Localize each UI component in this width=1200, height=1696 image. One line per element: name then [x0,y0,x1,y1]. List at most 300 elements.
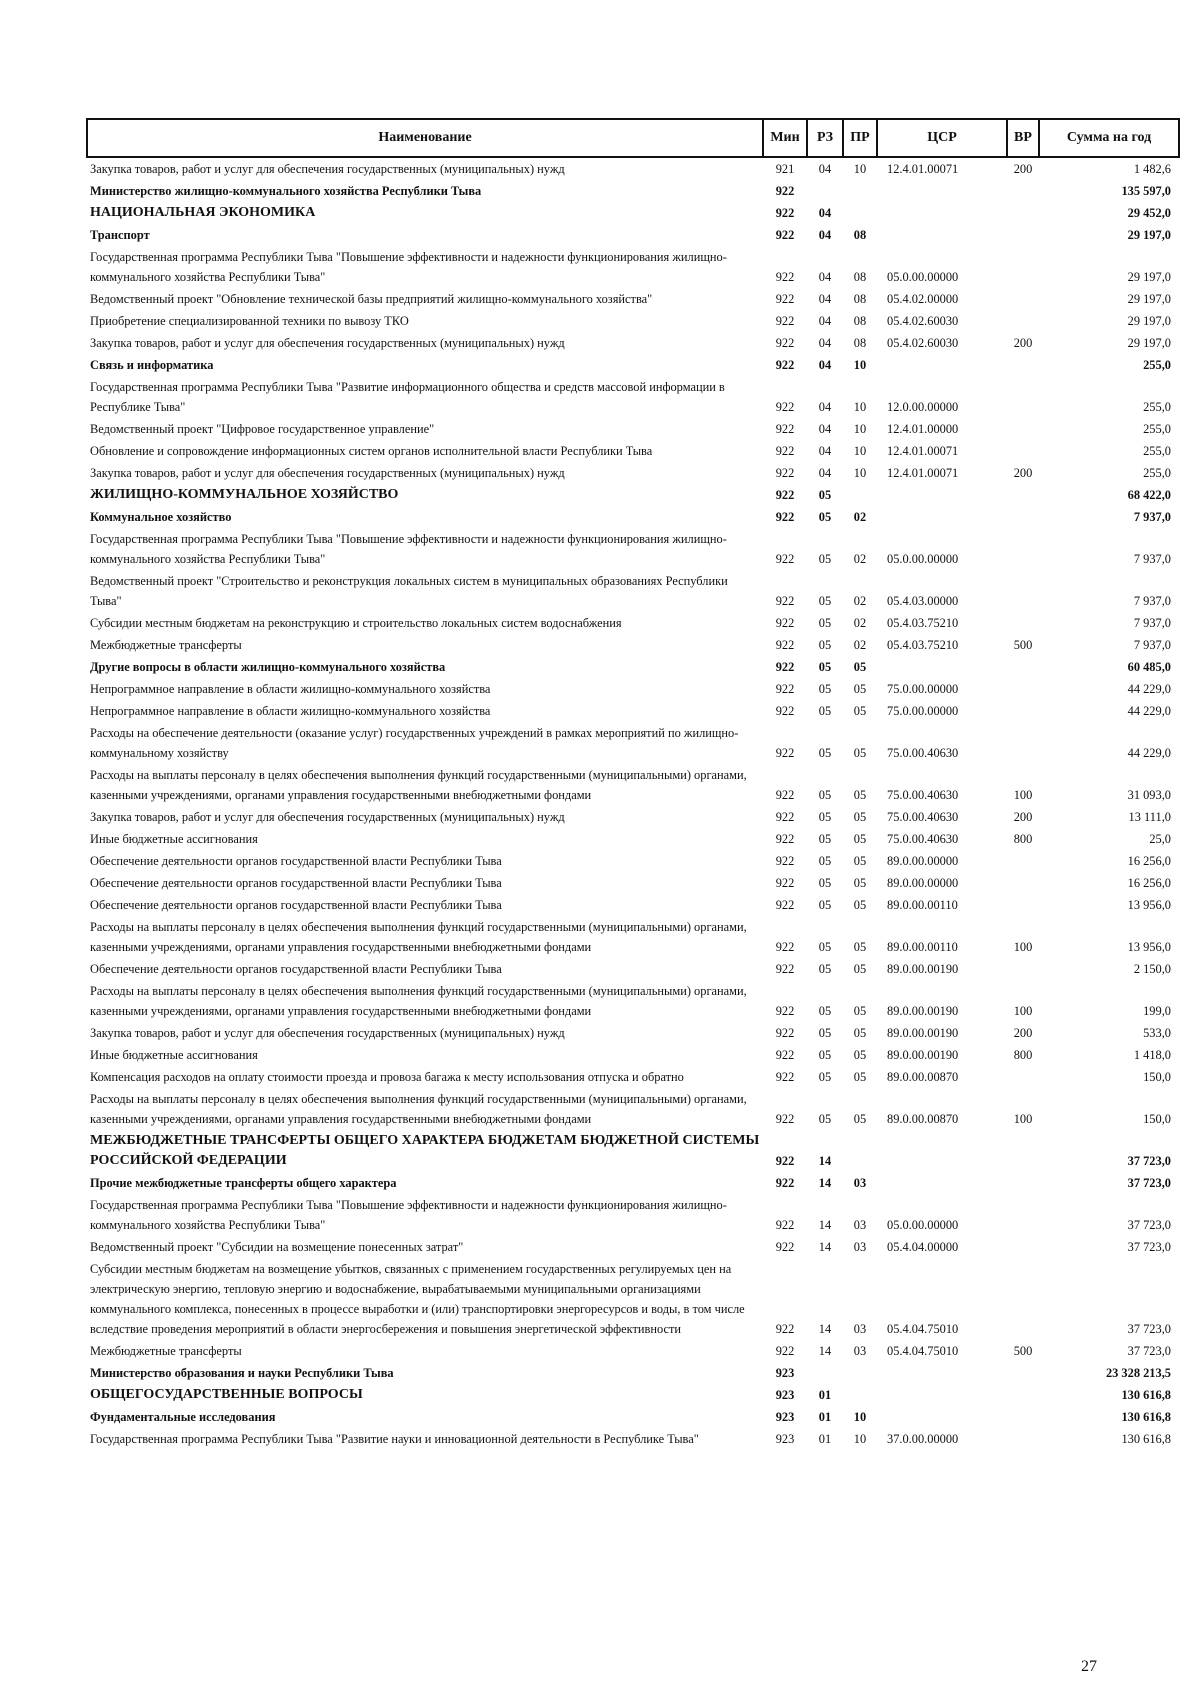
row-min: 922 [775,1112,795,1126]
table-row [87,418,1179,440]
row-rz: 14 [818,1176,832,1190]
row-csr: 75.0.00.40630 [887,810,959,824]
row-sum: 29 197,0 [1127,228,1171,242]
row-name: Связь и информатика [90,358,214,372]
table-row [87,354,1179,376]
row-vr [1007,224,1039,246]
row-csr [877,1172,1007,1194]
table-row [87,1044,1179,1066]
row-vr: 100 [1013,788,1033,802]
row-min: 922 [775,358,795,372]
row-rz: 05 [818,660,832,674]
row-csr: 05.4.03.75210 [887,616,959,630]
table-row [87,288,1179,310]
row-vr [1007,1172,1039,1194]
header-min: Мин [763,119,807,157]
header-row [87,119,1179,157]
row-rz: 14 [818,1154,832,1168]
row-rz: 05 [818,1070,832,1084]
row-pr: 03 [853,1322,867,1336]
row-csr [877,506,1007,528]
row-min: 923 [775,1366,795,1380]
row-min: 921 [775,162,795,176]
row-pr: 08 [853,314,867,328]
table-row [87,872,1179,894]
row-rz: 05 [818,488,832,502]
table-row [87,1258,1179,1340]
row-pr: 05 [853,682,867,696]
table-row [87,1130,1179,1172]
row-vr [1007,1066,1039,1088]
row-csr [877,1406,1007,1428]
row-min: 922 [775,422,795,436]
row-sum: 255,0 [1143,400,1171,414]
row-csr: 75.0.00.40630 [887,746,959,760]
row-sum: 255,0 [1143,444,1171,458]
row-name: Обеспечение деятельности органов государственной власти Республики Тыва [90,898,502,912]
row-vr [1007,1130,1039,1172]
table-row [87,1340,1179,1362]
row-name: Фундаментальные исследования [90,1410,276,1424]
row-rz: 05 [818,898,832,912]
row-pr: 02 [853,638,867,652]
row-rz: 04 [818,206,832,220]
row-rz [807,180,843,202]
table-row [87,570,1179,612]
row-sum: 25,0 [1149,832,1171,846]
row-vr [1007,1428,1039,1450]
row-vr: 100 [1013,1112,1033,1126]
row-csr: 05.0.00.00000 [887,552,959,566]
row-rz [807,1362,843,1384]
row-rz: 04 [818,358,832,372]
row-rz: 05 [818,594,832,608]
row-rz: 05 [818,788,832,802]
table-row [87,1088,1179,1130]
row-name: Ведомственный проект "Субсидии на возмещение понесенных затрат" [90,1240,464,1254]
row-csr: 89.0.00.00110 [887,940,958,954]
page-number: 27 [1081,1658,1097,1675]
row-csr [877,1362,1007,1384]
row-csr: 75.0.00.40630 [887,832,959,846]
row-csr: 05.0.00.00000 [887,1218,959,1232]
row-sum: 31 093,0 [1127,788,1171,802]
row-rz: 05 [818,616,832,630]
row-csr: 05.4.04.75010 [887,1322,959,1336]
row-pr: 05 [853,1048,867,1062]
row-rz: 14 [818,1322,832,1336]
row-sum: 37 723,0 [1127,1154,1171,1168]
row-rz: 05 [818,810,832,824]
row-min: 922 [775,660,795,674]
budget-table [86,118,1180,1450]
table-row [87,958,1179,980]
row-rz: 01 [818,1432,832,1446]
row-name: Закупка товаров, работ и услуг для обеспечения государственных (муниципальных) нужд [90,336,565,350]
row-pr: 05 [853,788,867,802]
row-min: 922 [775,466,795,480]
row-sum: 44 229,0 [1127,746,1171,760]
row-rz: 04 [818,292,832,306]
row-vr [1007,1258,1039,1340]
row-name: Непрограммное направление в области жилищно-коммунального хозяйства [90,704,491,718]
row-min: 923 [775,1432,795,1446]
row-pr [843,1384,877,1406]
row-sum: 255,0 [1143,422,1171,436]
row-min: 922 [775,746,795,760]
row-pr [843,180,877,202]
row-sum: 29 197,0 [1127,292,1171,306]
row-pr: 10 [853,400,867,414]
row-name: Закупка товаров, работ и услуг для обеспечения государственных (муниципальных) нужд [90,162,565,176]
row-rz: 04 [818,162,832,176]
row-min: 922 [775,510,795,524]
row-pr: 08 [853,270,867,284]
row-vr [1007,1406,1039,1428]
row-pr: 02 [853,510,867,524]
row-min: 922 [775,1048,795,1062]
row-min: 922 [775,1240,795,1254]
row-sum: 37 723,0 [1127,1240,1171,1254]
row-name: Коммунальное хозяйство [90,510,232,524]
row-name: Расходы на выплаты персоналу в целях обеспечения выполнения функций государственными (муниципальными) органами, казенными учреждениями, органами управления государственными внебюджетными фондами [90,984,747,1018]
table-row [87,1194,1179,1236]
row-min: 922 [775,1070,795,1084]
row-pr: 02 [853,616,867,630]
row-sum: 255,0 [1143,466,1171,480]
row-pr: 03 [853,1176,867,1190]
row-pr: 02 [853,552,867,566]
row-rz: 04 [818,228,832,242]
row-sum: 37 723,0 [1127,1344,1171,1358]
row-min: 922 [775,488,795,502]
row-min: 922 [775,832,795,846]
row-csr: 05.4.02.00000 [887,292,959,306]
row-csr: 89.0.00.00110 [887,898,958,912]
row-pr [843,1130,877,1172]
table-row [87,916,1179,958]
row-sum: 23 328 213,5 [1105,1366,1171,1380]
table-row [87,700,1179,722]
row-vr [1007,246,1039,288]
table-row [87,722,1179,764]
row-name: НАЦИОНАЛЬНАЯ ЭКОНОМИКА [90,205,316,220]
row-rz: 05 [818,832,832,846]
table-row [87,828,1179,850]
row-min: 922 [775,616,795,630]
row-vr [1007,180,1039,202]
row-vr [1007,722,1039,764]
row-csr: 75.0.00.00000 [887,682,959,696]
row-rz: 01 [818,1388,832,1402]
row-min: 922 [775,876,795,890]
row-min: 922 [775,228,795,242]
row-min: 922 [775,336,795,350]
row-csr: 37.0.00.00000 [887,1432,959,1446]
table-row [87,980,1179,1022]
row-sum: 130 616,8 [1121,1388,1171,1402]
table-row [87,634,1179,656]
table-row [87,528,1179,570]
row-name: МЕЖБЮДЖЕТНЫЕ ТРАНСФЕРТЫ ОБЩЕГО ХАРАКТЕРА БЮДЖЕТАМ БЮДЖЕТНОЙ СИСТЕМЫ РОССИЙСКОЙ ФЕДЕРАЦИИ [90,1133,760,1168]
row-sum: 44 229,0 [1127,704,1171,718]
row-sum: 7 937,0 [1133,510,1171,524]
table-row [87,484,1179,506]
row-pr: 05 [853,876,867,890]
row-sum: 16 256,0 [1127,854,1171,868]
row-pr: 05 [853,832,867,846]
row-vr [1007,958,1039,980]
table-row [87,678,1179,700]
row-name: Иные бюджетные ассигнования [90,1048,258,1062]
table-row [87,202,1179,224]
row-vr [1007,656,1039,678]
row-vr [1007,894,1039,916]
row-csr: 12.4.01.00000 [887,422,959,436]
row-sum: 7 937,0 [1133,638,1171,652]
row-pr: 05 [853,854,867,868]
row-rz: 14 [818,1218,832,1232]
row-csr: 89.0.00.00870 [887,1112,959,1126]
row-min: 922 [775,1344,795,1358]
row-min: 922 [775,1176,795,1190]
row-pr: 05 [853,1026,867,1040]
table-row [87,246,1179,288]
table-row [87,332,1179,354]
row-sum: 7 937,0 [1133,552,1171,566]
table-row [87,1066,1179,1088]
row-name: Закупка товаров, работ и услуг для обеспечения государственных (муниципальных) нужд [90,1026,565,1040]
row-sum: 29 452,0 [1127,206,1171,220]
row-min: 922 [775,1004,795,1018]
row-name: Обеспечение деятельности органов государственной власти Республики Тыва [90,876,502,890]
row-name: Транспорт [90,228,150,242]
row-pr: 10 [853,444,867,458]
row-sum: 60 485,0 [1127,660,1171,674]
table-body [87,157,1179,1450]
table-row [87,656,1179,678]
row-rz: 05 [818,638,832,652]
row-name: Государственная программа Республики Тыва "Развитие информационного общества и средств массовой информации в Республике Тыва" [90,380,725,414]
row-rz: 05 [818,876,832,890]
row-vr [1007,1362,1039,1384]
table-row [87,310,1179,332]
row-csr: 75.0.00.40630 [887,788,959,802]
row-pr: 03 [853,1344,867,1358]
row-min: 922 [775,1322,795,1336]
row-rz: 05 [818,682,832,696]
row-pr: 03 [853,1240,867,1254]
row-sum: 533,0 [1143,1026,1171,1040]
row-min: 922 [775,400,795,414]
table-row [87,157,1179,180]
row-vr: 200 [1013,1026,1033,1040]
row-min: 922 [775,682,795,696]
row-min: 922 [775,810,795,824]
row-csr [877,1384,1007,1406]
row-csr [877,656,1007,678]
table-row [87,224,1179,246]
row-rz: 05 [818,1112,832,1126]
row-min: 922 [775,206,795,220]
row-sum: 44 229,0 [1127,682,1171,696]
row-vr: 100 [1013,1004,1033,1018]
row-sum: 13 956,0 [1127,940,1171,954]
row-rz: 04 [818,466,832,480]
row-name: Приобретение специализированной техники по вывозу ТКО [90,314,409,328]
row-rz: 01 [818,1410,832,1424]
row-sum: 150,0 [1143,1112,1171,1126]
row-sum: 7 937,0 [1133,616,1171,630]
row-pr: 05 [853,810,867,824]
row-name: Иные бюджетные ассигнования [90,832,258,846]
table-row [87,376,1179,418]
row-sum: 37 723,0 [1127,1322,1171,1336]
row-min: 922 [775,962,795,976]
row-name: Компенсация расходов на оплату стоимости проезда и провоза багажа к месту использования отпуска и обратно [90,1070,684,1084]
row-pr: 05 [853,660,867,674]
row-csr: 05.4.04.75010 [887,1344,959,1358]
row-min: 922 [775,1026,795,1040]
row-min: 922 [775,552,795,566]
row-csr: 75.0.00.00000 [887,704,959,718]
row-csr: 05.0.00.00000 [887,270,959,284]
row-sum: 37 723,0 [1127,1176,1171,1190]
row-name: Ведомственный проект "Строительство и реконструкция локальных систем в муниципальных образованиях Республики Тыва" [90,574,728,608]
row-csr [877,484,1007,506]
table-header [87,119,1179,157]
row-rz: 05 [818,1004,832,1018]
table-row [87,1172,1179,1194]
row-vr [1007,484,1039,506]
row-csr: 12.4.01.00071 [887,466,959,480]
row-name: Закупка товаров, работ и услуг для обеспечения государственных (муниципальных) нужд [90,466,565,480]
row-rz: 05 [818,510,832,524]
row-name: Обновление и сопровождение информационных систем органов исполнительной власти Республики Тыва [90,444,653,458]
row-min: 922 [775,788,795,802]
row-vr [1007,288,1039,310]
table-row [87,1362,1179,1384]
row-sum: 29 197,0 [1127,314,1171,328]
row-rz: 05 [818,1026,832,1040]
row-csr: 89.0.00.00190 [887,962,959,976]
table-row [87,806,1179,828]
row-csr [877,1130,1007,1172]
row-name: ОБЩЕГОСУДАРСТВЕННЫЕ ВОПРОСЫ [90,1387,363,1402]
row-pr: 10 [853,1410,867,1424]
row-csr: 05.4.02.60030 [887,336,959,350]
table-row [87,1022,1179,1044]
row-pr: 08 [853,292,867,306]
table-row [87,1236,1179,1258]
row-rz: 04 [818,444,832,458]
table-row [87,1384,1179,1406]
row-name: Непрограммное направление в области жилищно-коммунального хозяйства [90,682,491,696]
row-pr: 05 [853,1070,867,1084]
table-row [87,764,1179,806]
row-name: Расходы на выплаты персоналу в целях обеспечения выполнения функций государственными (муниципальными) органами, казенными учреждениями, органами управления государственными внебюджетными фондами [90,920,747,954]
row-name: Государственная программа Республики Тыва "Развитие науки и инновационной деятельности в Республике Тыва" [90,1432,699,1446]
row-min: 922 [775,898,795,912]
row-name: Государственная программа Республики Тыва "Повышение эффективности и надежности функционирования жилищно-коммунального хозяйства Республики Тыва" [90,532,727,566]
row-sum: 7 937,0 [1133,594,1171,608]
row-vr: 500 [1013,638,1033,652]
row-csr [877,180,1007,202]
row-vr: 200 [1013,810,1033,824]
row-min: 922 [775,940,795,954]
row-pr [843,202,877,224]
row-vr [1007,376,1039,418]
row-vr [1007,506,1039,528]
row-rz: 05 [818,1048,832,1062]
row-csr: 12.4.01.00071 [887,162,959,176]
row-rz: 04 [818,400,832,414]
row-min: 922 [775,638,795,652]
row-rz: 14 [818,1240,832,1254]
row-min: 922 [775,184,795,198]
row-min: 923 [775,1388,795,1402]
row-min: 922 [775,1154,795,1168]
table-row [87,612,1179,634]
row-vr [1007,1384,1039,1406]
row-rz: 05 [818,552,832,566]
row-min: 922 [775,314,795,328]
row-min: 923 [775,1410,795,1424]
row-pr: 05 [853,962,867,976]
row-name: ЖИЛИЩНО-КОММУНАЛЬНОЕ ХОЗЯЙСТВО [90,487,399,502]
row-vr: 800 [1013,832,1033,846]
row-rz: 05 [818,854,832,868]
row-pr [843,484,877,506]
row-rz: 05 [818,962,832,976]
row-rz: 04 [818,336,832,350]
row-sum: 16 256,0 [1127,876,1171,890]
row-name: Прочие межбюджетные трансферты общего характера [90,1176,397,1190]
row-name: Ведомственный проект "Цифровое государственное управление" [90,422,435,436]
row-pr: 08 [853,336,867,350]
row-csr [877,224,1007,246]
row-vr [1007,418,1039,440]
row-csr: 05.4.04.00000 [887,1240,959,1254]
row-csr: 05.4.03.00000 [887,594,959,608]
row-vr [1007,872,1039,894]
row-name: Другие вопросы в области жилищно-коммунального хозяйства [90,660,446,674]
row-vr [1007,354,1039,376]
row-name: Ведомственный проект "Обновление технической базы предприятий жилищно-коммунального хозяйства" [90,292,653,306]
row-vr: 100 [1013,940,1033,954]
table-row [87,180,1179,202]
header-rz: РЗ [807,119,843,157]
table-row [87,894,1179,916]
row-sum: 135 597,0 [1121,184,1171,198]
table-row [87,1428,1179,1450]
row-min: 922 [775,594,795,608]
header-sum: Сумма на год [1039,119,1179,157]
row-min: 922 [775,704,795,718]
row-sum: 199,0 [1143,1004,1171,1018]
row-csr: 12.0.00.00000 [887,400,959,414]
row-vr [1007,678,1039,700]
row-name: Субсидии местным бюджетам на реконструкцию и строительство локальных систем водоснабжения [90,616,622,630]
row-sum: 1 482,6 [1133,162,1171,176]
row-rz: 04 [818,314,832,328]
row-min: 922 [775,854,795,868]
row-csr [877,354,1007,376]
row-pr: 02 [853,594,867,608]
row-name: Расходы на обеспечение деятельности (оказание услуг) государственных учреждений в рамках мероприятий по жилищно-коммунальному хозяйству [90,726,739,760]
row-min: 922 [775,292,795,306]
row-name: Расходы на выплаты персоналу в целях обеспечения выполнения функций государственными (муниципальными) органами, казенными учреждениями, органами управления государственными внебюджетными фондами [90,1092,747,1126]
